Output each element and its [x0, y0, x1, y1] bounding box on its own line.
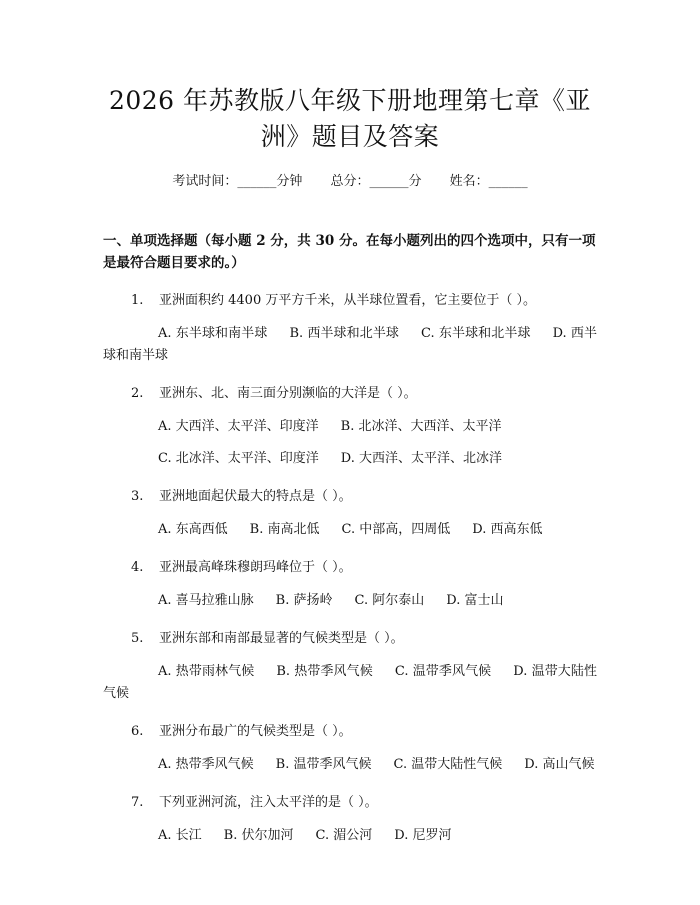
total-score-label: 总分： — [330, 174, 370, 189]
question-options — [103, 825, 597, 847]
question-number: 4. — [131, 560, 144, 575]
question-5 — [103, 629, 597, 705]
student-name-blank: ______ — [488, 174, 528, 189]
exam-info — [103, 172, 597, 192]
title-line-2: 洲》题目及答案 — [260, 122, 440, 151]
question-stem — [103, 793, 597, 813]
question-text: 亚洲分布最广的气候类型是（ ）。 — [159, 724, 352, 739]
question-number: 3. — [131, 489, 144, 504]
question-text: 亚洲面积约 4400 万平方千米，从半球位置看，它主要位于（ ）。 — [159, 293, 536, 308]
question-text: 亚洲地面起伏最大的特点是（ ）。 — [159, 489, 352, 504]
question-text: 亚洲最高峰珠穆朗玛峰位于（ ）。 — [159, 560, 352, 575]
question-7 — [103, 793, 597, 847]
option-d: D. 高山气候 — [524, 757, 595, 772]
question-2 — [103, 384, 597, 470]
option-d: D. 西半球和南半球 — [103, 326, 597, 363]
exam-time-field — [172, 174, 302, 189]
exam-time-label: 考试时间： — [172, 174, 238, 189]
exam-time-blank: ______ — [237, 174, 277, 189]
question-number: 2. — [131, 386, 144, 401]
option-row — [158, 416, 597, 438]
option-b: B. 西半球和北半球 — [289, 326, 400, 341]
question-number: 5. — [131, 631, 144, 646]
question-options — [103, 519, 597, 541]
title-line-1: 2026 年苏教版八年级下册地理第七章《亚 — [108, 86, 592, 115]
option-b: B. 热带季风气候 — [276, 664, 373, 679]
option-b: B. 北冰洋、大西洋、太平洋 — [340, 419, 502, 434]
option-a: A. 东高西低 — [158, 522, 228, 537]
option-b: B. 南高北低 — [249, 522, 320, 537]
question-6 — [103, 722, 597, 776]
option-c: C. 中部高，四周低 — [341, 522, 451, 537]
question-number: 6. — [131, 724, 144, 739]
question-text: 亚洲东部和南部最显著的气候类型是（ ）。 — [159, 631, 404, 646]
question-number: 1. — [131, 293, 144, 308]
question-text: 亚洲东、北、南三面分别濒临的大洋是（ ）。 — [159, 386, 417, 401]
student-name-label: 姓名： — [449, 174, 489, 189]
option-c: C. 北冰洋、太平洋、印度洋 — [158, 451, 319, 466]
question-options — [103, 754, 597, 776]
question-number: 7. — [131, 795, 144, 810]
option-a: A. 长江 — [158, 828, 202, 843]
question-4 — [103, 558, 597, 612]
total-score-unit: 分 — [408, 174, 422, 189]
option-a: A. 大西洋、太平洋、印度洋 — [158, 419, 319, 434]
question-stem — [103, 487, 597, 507]
question-stem — [103, 291, 597, 311]
option-d: D. 尼罗河 — [394, 828, 452, 843]
question-stem — [103, 558, 597, 578]
option-c: C. 阿尔泰山 — [354, 593, 425, 608]
option-row — [158, 448, 597, 470]
question-options — [103, 590, 597, 612]
section-header-single-choice: 一、单项选择题（每小题 2 分，共 30 分。在每小题列出的四个选项中，只有一项是最符合题目要求的。） — [103, 233, 596, 271]
question-1 — [103, 291, 597, 367]
question-text: 下列亚洲河流，注入太平洋的是（ ）。 — [159, 795, 378, 810]
question-options — [103, 661, 597, 705]
option-d: D. 富士山 — [446, 593, 504, 608]
option-a: A. 喜马拉雅山脉 — [158, 593, 254, 608]
option-d: D. 大西洋、太平洋、北冰洋 — [340, 451, 502, 466]
option-a: A. 热带季风气候 — [158, 757, 254, 772]
document-title — [103, 83, 597, 155]
question-stem — [103, 384, 597, 404]
option-d: D. 温带大陆性气候 — [103, 664, 597, 701]
question-stem — [103, 629, 597, 649]
option-a: A. 热带雨林气候 — [158, 664, 255, 679]
question-options — [103, 416, 597, 470]
student-name-field — [450, 174, 528, 189]
question-3 — [103, 487, 597, 541]
option-c: C. 湄公河 — [315, 828, 373, 843]
option-b: B. 伏尔加河 — [223, 828, 294, 843]
total-score-field — [330, 174, 421, 189]
question-options — [103, 323, 597, 367]
option-a: A. 东半球和南半球 — [158, 326, 268, 341]
option-d: D. 西高东低 — [472, 522, 543, 537]
option-b: B. 温带季风气候 — [275, 757, 372, 772]
total-score-blank: ______ — [369, 174, 409, 189]
option-c: C. 温带季风气候 — [394, 664, 492, 679]
option-c: C. 东半球和北半球 — [421, 326, 531, 341]
option-b: B. 萨扬岭 — [275, 593, 333, 608]
question-stem — [103, 722, 597, 742]
exam-time-unit: 分钟 — [276, 174, 303, 189]
option-c: C. 温带大陆性气候 — [393, 757, 503, 772]
